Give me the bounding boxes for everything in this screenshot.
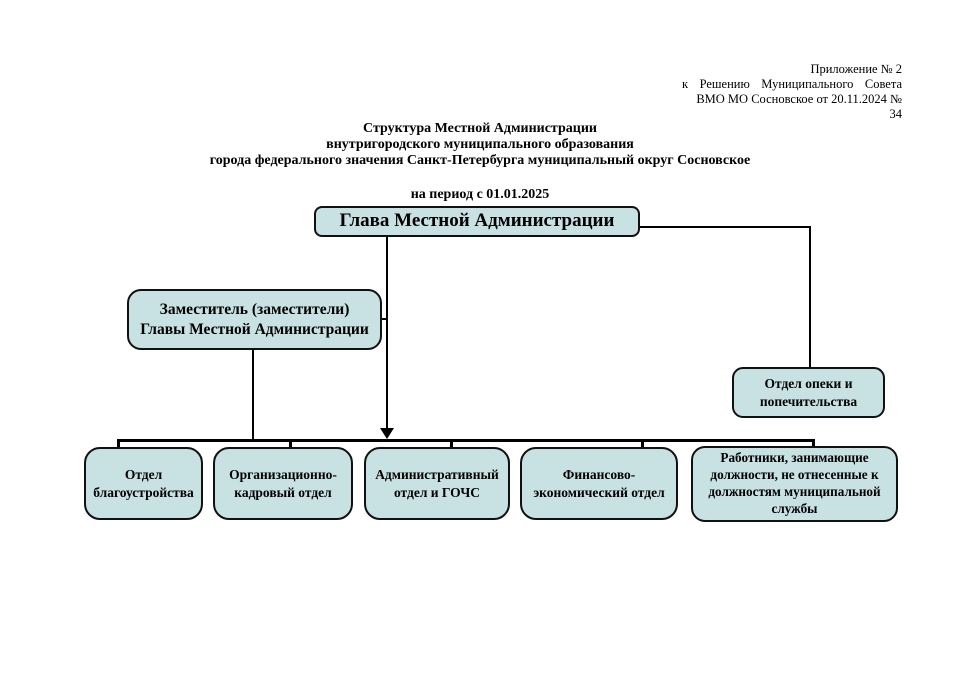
document-title — [0, 121, 960, 169]
appendix-note-line2: к Решению Муниципального Совета — [682, 77, 902, 91]
appendix-note — [682, 62, 902, 122]
org-box-custody-department: Отдел опеки и попечительства — [732, 367, 885, 418]
org-box-head-of-administration: Глава Местной Администрации — [314, 206, 640, 237]
org-box-non-municipal-workers: Работники, занимающие должности, не отнесенные к должностям муниципальной службы — [691, 446, 898, 522]
org-box-org-hr-department: Организационно-кадровый отдел — [213, 447, 353, 520]
org-box-deputy: Заместитель (заместители) Главы Местной Администрации — [127, 289, 382, 350]
org-box-improvement-department: Отдел благоустройства — [84, 447, 203, 520]
arrow-down-icon — [380, 428, 394, 439]
appendix-note-line3: ВМО МО Сосновское от 20.11.2024 № 34 — [696, 92, 902, 121]
connector-bottom-row — [117, 439, 815, 442]
connector-head-to-custody-v — [809, 226, 811, 368]
appendix-note-line1: Приложение № 2 — [810, 62, 902, 76]
connector-head-to-custody-h — [638, 226, 811, 228]
connector-deputy-to-bottom — [252, 350, 254, 441]
period-line: на период с 01.01.2025 — [410, 187, 550, 202]
title-line2: внутригородского муниципального образования — [326, 137, 634, 152]
title-line3: города федерального значения Санкт-Петербурга муниципальный округ Сосновское — [209, 153, 751, 168]
connector-head-to-bottom-row — [386, 237, 388, 430]
org-box-admin-gochs-department: Административный отдел и ГОЧС — [364, 447, 510, 520]
title-line1: Структура Местной Администрации — [363, 121, 597, 136]
org-box-finance-department: Финансово-экономический отдел — [520, 447, 678, 520]
